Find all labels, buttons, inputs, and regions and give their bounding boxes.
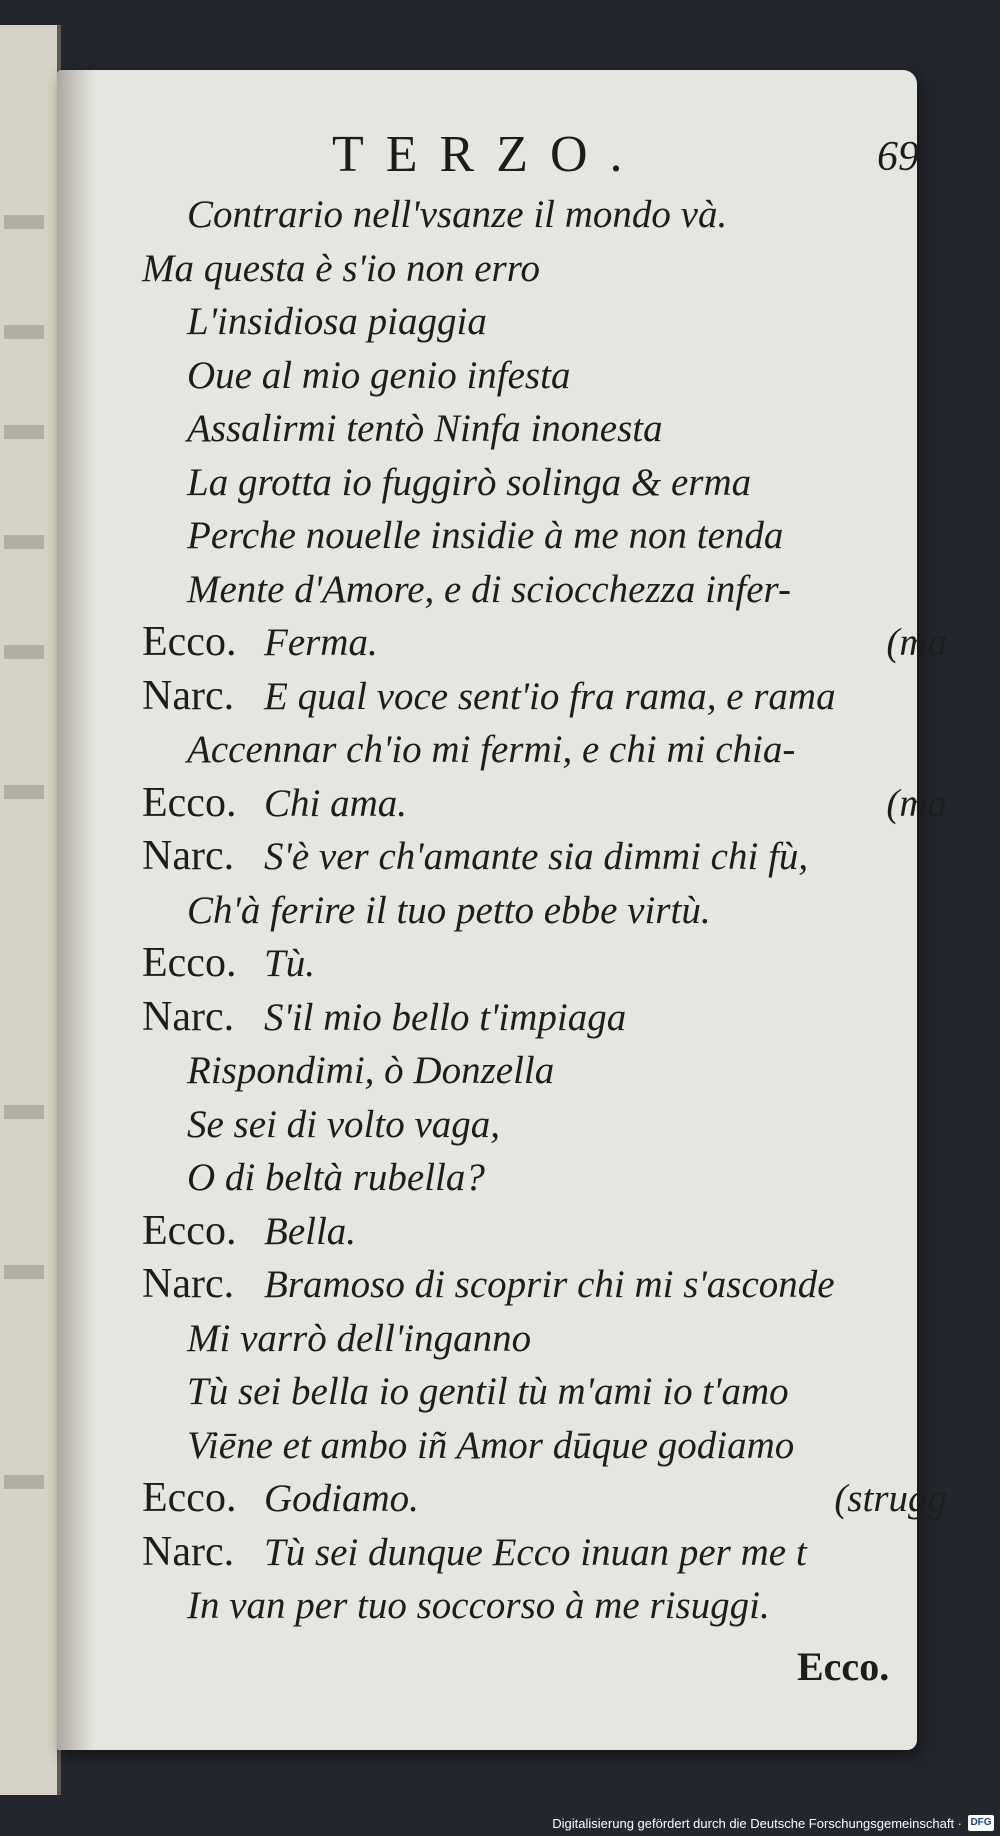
- dfg-logo: DFG: [968, 1815, 994, 1831]
- text-line: [142, 1151, 932, 1205]
- text-line: [142, 1526, 932, 1580]
- digitization-footer: [0, 1812, 1000, 1836]
- speaker-label: Narc.: [142, 1261, 235, 1307]
- text-line: [142, 616, 947, 670]
- text-line: [142, 1098, 932, 1152]
- verse-text-line: In van per tuo soccorso à me risuggi.: [187, 1584, 770, 1627]
- speaker-label: Ecco.: [142, 940, 237, 986]
- facing-page-ink: [4, 535, 44, 549]
- text-line: [142, 937, 932, 991]
- speaker-label: Ecco.: [142, 1207, 237, 1254]
- facing-page-ink: [4, 215, 44, 229]
- verse-text-line: S'il mio bello t'impiaga: [264, 995, 627, 1039]
- speaker-label: Narc.: [142, 1528, 235, 1575]
- text-line: [142, 991, 932, 1045]
- verse-text-line: Tù.: [264, 942, 315, 985]
- facing-page-ink: [4, 785, 44, 799]
- verse-text-line: Se sei di volto vaga,: [187, 1102, 501, 1146]
- verse-text-line: Viēne et ambo iñ Amor dūque godiamo: [187, 1423, 795, 1467]
- text-line: [142, 1419, 932, 1473]
- verse-text-line: Ma questa è s'io non erro: [142, 246, 540, 290]
- text-line: [142, 777, 947, 831]
- verse-text-line: O di beltà rubella?: [187, 1156, 485, 1199]
- book-page: [57, 70, 947, 1750]
- verse-text-line: Bramoso di scoprir chi mi s'asconde: [264, 1263, 835, 1306]
- verse-text-line: Ch'à ferire il tuo petto ebbe virtù.: [187, 888, 711, 932]
- verse-text-line: S'è ver ch'amante sia dimmi chi fù,: [264, 835, 809, 878]
- verse-text-line: Perche nouelle insidie à me non tenda: [187, 514, 784, 557]
- verse-text-line: L'insidiosa piaggia: [187, 300, 487, 343]
- verse-text-line: Tù sei bella io gentil tù m'ami io t'amo: [187, 1370, 789, 1413]
- facing-page-edge: [0, 25, 61, 1795]
- verse-text-line: Bella.: [264, 1209, 357, 1253]
- speaker-label: Narc.: [142, 993, 235, 1040]
- text-line: [142, 456, 932, 510]
- verse-text-line: Mente d'Amore, e di sciocchezza infer-: [187, 567, 791, 611]
- text-line: [142, 295, 932, 349]
- verse-text-line: Chi ama.: [264, 781, 408, 825]
- text-line: [142, 723, 932, 777]
- text-line: [142, 1258, 932, 1312]
- turned-line-fragment: (ma: [886, 621, 947, 664]
- verse-text-line: Tù sei dunque Ecco inuan per me t: [264, 1530, 807, 1574]
- verse-text-line: Oue al mio genio infesta: [187, 353, 571, 397]
- facing-page-ink: [4, 325, 44, 339]
- text-line: [142, 242, 932, 296]
- facing-page-ink: [4, 1265, 44, 1279]
- page-gutter-shadow: [57, 70, 95, 1750]
- facing-page-ink: [4, 1475, 44, 1489]
- text-line: [142, 670, 932, 724]
- text-line: [142, 1205, 932, 1259]
- verse-text-line: Rispondimi, ò Donzella: [187, 1049, 555, 1092]
- running-head: TERZO.: [332, 126, 645, 183]
- turned-line-fragment: (strugg: [834, 1477, 947, 1520]
- text-line: [142, 1312, 932, 1366]
- text-line: [142, 1044, 932, 1098]
- speaker-label: Ecco.: [142, 619, 237, 665]
- speaker-label: Ecco.: [142, 779, 237, 826]
- page-header: [332, 125, 932, 185]
- text-line: [142, 1365, 932, 1419]
- catchword: Ecco.: [797, 1644, 890, 1689]
- verse-text-line: Accennar ch'io mi fermi, e chi mi chia-: [187, 728, 796, 771]
- verse-text-line: Mi varrò dell'inganno: [187, 1316, 532, 1360]
- speaker-label: Ecco.: [142, 1475, 237, 1521]
- text-line: [142, 509, 932, 563]
- verse-text-line: Contrario nell'vsanze il mondo và.: [187, 193, 728, 236]
- verse-text: [142, 188, 947, 1633]
- text-line: [142, 402, 932, 456]
- page-number: 69: [877, 134, 919, 180]
- verse-text-line: E qual voce sent'io fra rama, e rama: [264, 674, 836, 718]
- speaker-label: Narc.: [142, 833, 235, 879]
- speaker-label: Narc.: [142, 672, 235, 719]
- facing-page-ink: [4, 1105, 44, 1119]
- text-line: [142, 563, 932, 617]
- text-line: [142, 188, 932, 242]
- verse-text-line: Godiamo.: [264, 1477, 419, 1520]
- text-line: [142, 349, 932, 403]
- text-line: [142, 884, 932, 938]
- verse-text-line: Assalirmi tentò Ninfa inonesta: [187, 407, 663, 450]
- funding-credit: Digitalisierung gefördert durch die Deutsche Forschungsgemeinschaft ·: [552, 1816, 962, 1831]
- text-line: [142, 830, 932, 884]
- facing-page-ink: [4, 645, 44, 659]
- text-line: [142, 1472, 947, 1526]
- facing-page-ink: [4, 425, 44, 439]
- verse-text-line: La grotta io fuggirò solinga & erma: [187, 460, 752, 504]
- text-line: [142, 1579, 932, 1633]
- verse-text-line: Ferma.: [264, 621, 378, 664]
- turned-line-fragment: (ma: [886, 781, 947, 825]
